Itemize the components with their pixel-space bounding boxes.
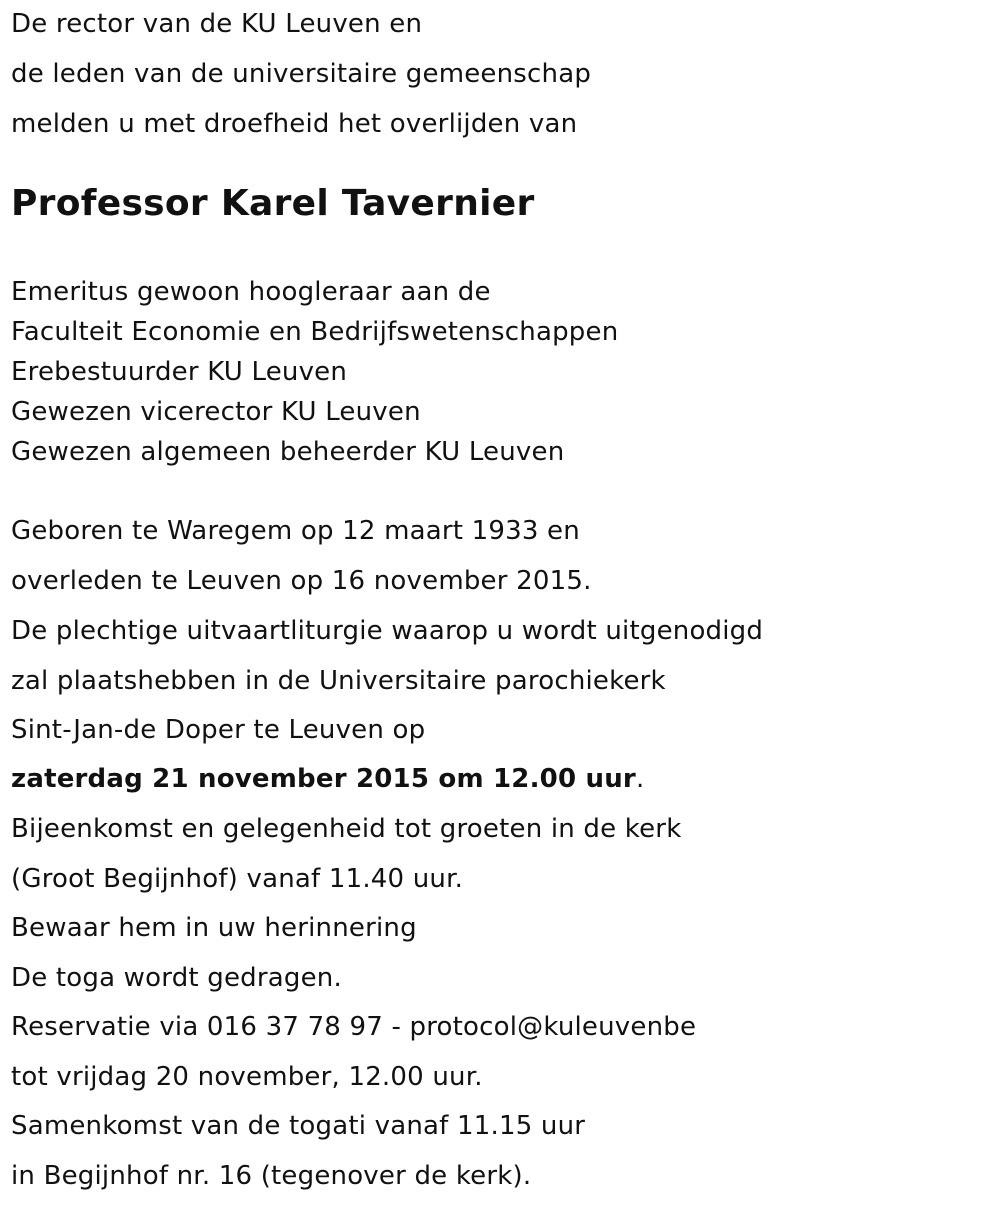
funeral-datetime-period: .: [635, 764, 645, 794]
detail-line: Bijeenkomst en gelegenheid tot groeten in de kerk: [11, 814, 682, 844]
intro-line: de leden van de universitaire gemeenschap: [11, 59, 592, 89]
reservation-line: Reservatie via 016 37 78 97 - protocol@kuleuvenbe: [11, 1012, 697, 1042]
detail-line: De plechtige uitvaartliturgie waarop u wordt uitgenodigd: [11, 616, 764, 646]
title-line: Emeritus gewoon hoogleraar aan de: [11, 277, 491, 307]
title-line: Gewezen algemeen beheerder KU Leuven: [11, 437, 565, 467]
detail-line: in Begijnhof nr. 16 (tegenover de kerk).: [11, 1161, 532, 1191]
intro-line: De rector van de KU Leuven en: [11, 9, 423, 39]
funeral-datetime-line: [11, 766, 644, 792]
detail-line: zal plaatshebben in de Universitaire parochiekerk: [11, 666, 666, 696]
title-line: Faculteit Economie en Bedrijfswetenschappen: [11, 317, 619, 347]
deceased-name: Professor Karel Tavernier: [11, 183, 535, 224]
detail-line: Bewaar hem in uw herinnering: [11, 913, 417, 943]
title-line: Erebestuurder KU Leuven: [11, 357, 348, 387]
detail-line: Samenkomst van de togati vanaf 11.15 uur: [11, 1111, 586, 1141]
detail-line: (Groot Begijnhof) vanaf 11.40 uur.: [11, 864, 464, 894]
detail-line: Sint-Jan-de Doper te Leuven op: [11, 715, 426, 745]
detail-line: tot vrijdag 20 november, 12.00 uur.: [11, 1062, 483, 1092]
title-line: Gewezen vicerector KU Leuven: [11, 397, 421, 427]
detail-line: overleden te Leuven op 16 november 2015.: [11, 566, 592, 596]
intro-line: melden u met droefheid het overlijden van: [11, 109, 578, 139]
funeral-datetime: zaterdag 21 november 2015 om 12.00 uur: [11, 764, 636, 794]
detail-line: Geboren te Waregem op 12 maart 1933 en: [11, 516, 580, 546]
detail-line: De toga wordt gedragen.: [11, 963, 342, 993]
